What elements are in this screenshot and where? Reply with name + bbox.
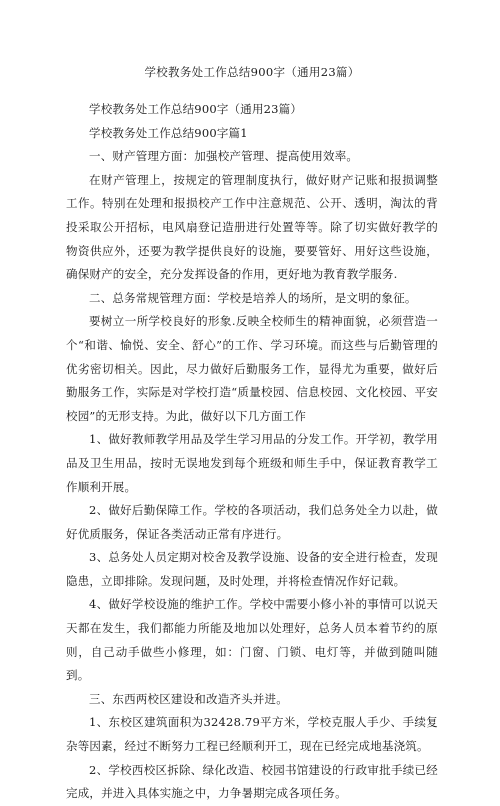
paragraph: 2、做好后勤保障工作。学校的各项活动，我们总务处全力以赴，做好优质服务，保证各类活动正常有序进行。 [66, 503, 438, 541]
paragraph: 1、做好教师教学用品及学生学习用品的分发工作。开学初，教学用品及卫生用品，按时无误地发到每个班级和师生手中，保证教育教学工作顺利开展。 [66, 432, 438, 494]
paragraph: 二、总务常规管理方面：学校是培养人的场所，是文明的象征。 [89, 290, 417, 305]
paragraph: 学校教务处工作总结900字（通用23篇） [89, 102, 303, 116]
document-title: 学校教务处工作总结900字（通用23篇） [144, 65, 360, 79]
paragraph: 1、东校区建筑面积为32428.79平方米，学校克服人手少、手续复杂等因素，经过不断努力工程已经顺利开工，现在已经完成地基浇筑。 [66, 715, 438, 754]
paragraph: 学校教务处工作总结900字篇1 [89, 125, 248, 140]
paragraph: 在财产管理上，按规定的管理制度执行，做好财产记账和报损调整工作。特别在处理和报损校产工作中注意规范、公开、透明，淘汰的背投采取公开招标，电风扇登记造册进行处置等等。除了切实做好教学的物资供应外，还要为教学提供良好的设施，要要管好、用好这些设施，确保财产的安全，充分发挥设备的作用，更好地为教育教学服务. [66, 172, 438, 282]
paragraph: 4、做好学校设施的维护工作。学校中需要小修小补的事情可以说天天都在发生，我们都能力所能及地加以处理好，总务人员本着节约的原则，自己动手做些小修理，如：门窗、门锁、电灯等，并做到随叫随到。 [66, 597, 438, 683]
paragraph: 要树立一所学校良好的形象.反映全校师生的精神面貌，必须营造一个“和谐、愉悦、安全、舒心”的工作、学习环境。而这些与后勤管理的优劣密切相关。因此，尽力做好后勤服务工作，显得尤为重要，做好后勤服务工作，实际是对学校打造“质量校园、信息校园、文化校园、平安校园”的无形支持。为此，做好以下几方面工作 [66, 314, 438, 423]
paragraph: 3、总务处人员定期对校舍及教学设施、设备的安全进行检查，发现隐患，立即排除。发现问题，及时处理，并将检查情况作好记载。 [66, 550, 438, 588]
document-body [66, 98, 438, 806]
paragraph: 三、东西两校区建设和改造齐头并进。 [89, 691, 288, 706]
paragraph: 一、财产管理方面：加强校产管理、提高使用效率。 [89, 149, 359, 164]
paragraph: 2、学校西校区拆除、绿化改造、校园书馆建设的行政审批手续已经完成，并进入具体实施之中，力争暑期完成各项任务。 [66, 762, 438, 801]
